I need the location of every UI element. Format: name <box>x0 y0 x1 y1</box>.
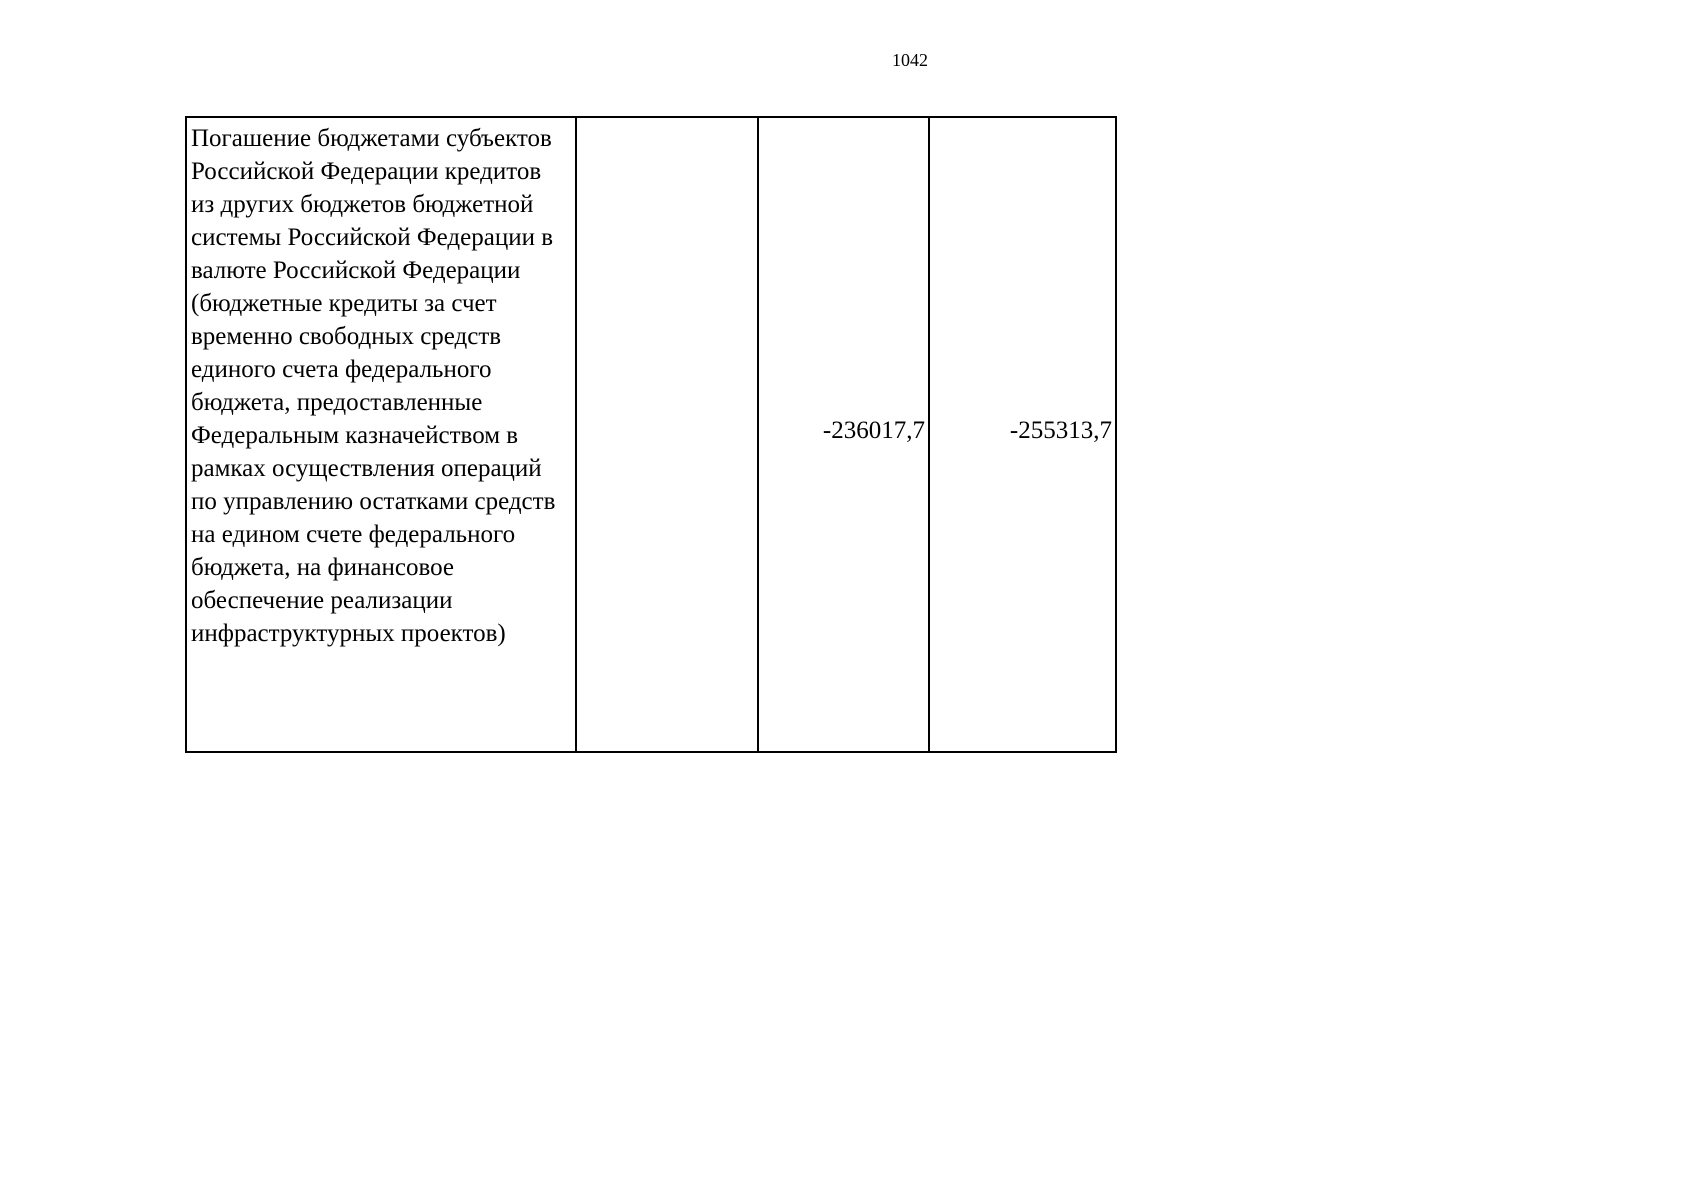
description-text: Погашение бюджетами субъектов Российской Федерации кредитов из других бюджетов бюджетной системы Российской Федерации в валюте Российской Федерации (бюджетные кредиты за счет временно свободных средств единого счета федерального бюджета, предоставленные Федеральным казначейством в рамках осуществления операций по управлению остатками средств на едином счете федерального бюджета, на финансовое обеспечение реализации инфраструктурных проектов) <box>191 125 556 647</box>
code-cell <box>576 117 758 752</box>
value-2-text: -255313,7 <box>1009 417 1112 444</box>
value-cell-1 <box>758 117 929 752</box>
value-1-text: -236017,7 <box>822 417 925 444</box>
description-cell <box>186 117 576 752</box>
value-cell-2 <box>929 117 1116 752</box>
table-row <box>186 117 1116 752</box>
budget-table <box>185 116 1117 753</box>
page-number: 1042 <box>892 50 928 70</box>
